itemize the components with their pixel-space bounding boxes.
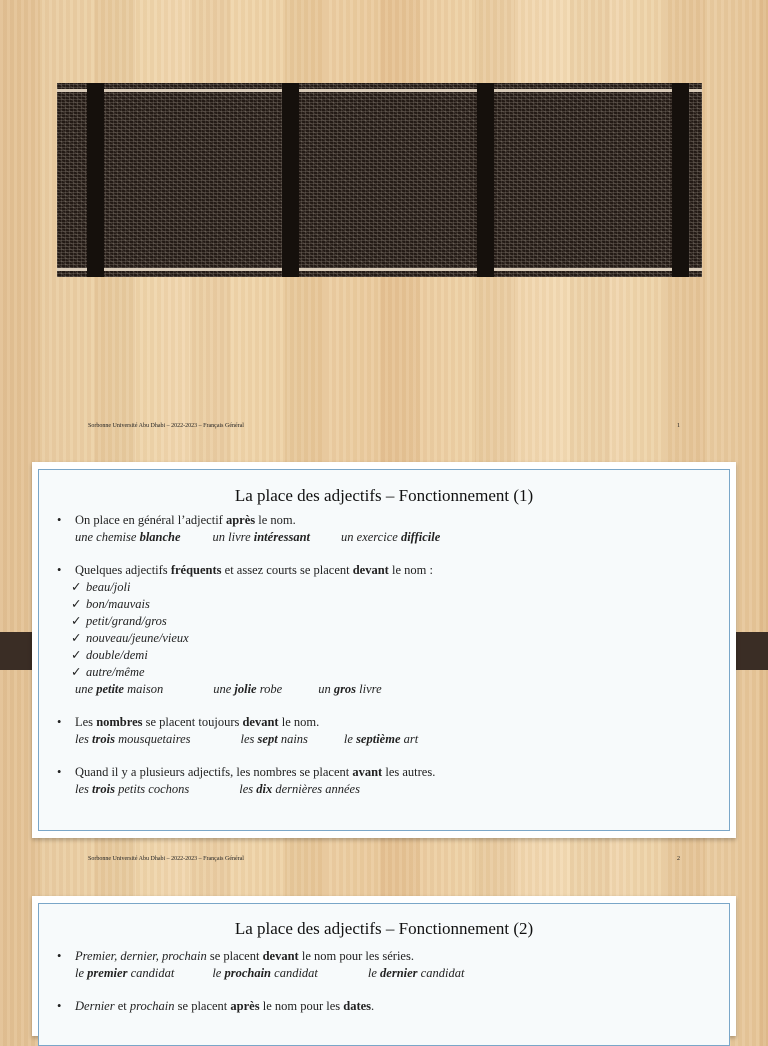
slide-2 [32, 462, 736, 838]
banner-bottom-rule [57, 268, 702, 271]
slide-content [57, 512, 440, 798]
slide-content [57, 948, 464, 1015]
banner-pillar [282, 83, 299, 277]
checkmark-icon: ✓ [71, 648, 82, 662]
bullet-item: • Les nombres se placent toujours devant le nom. [57, 714, 440, 731]
page-number: 2 [677, 856, 680, 862]
check-item: ✓ bon/mauvais [71, 597, 150, 611]
slide-footer [88, 856, 680, 868]
banner-pillar [87, 83, 104, 277]
banner-pillar [672, 83, 689, 277]
slide-3 [32, 896, 736, 1036]
slide-title: La place des adjectifs – Fonctionnement (2) [234, 919, 534, 938]
check-item: ✓ autre/même [71, 665, 145, 679]
example-line: les trois mousquetaires les sept nains le septième art [75, 732, 419, 746]
banner-top-rule [57, 89, 702, 92]
bullet-item: • Quand il y a plusieurs adjectifs, les nombres se placent avant les autres. [57, 764, 440, 781]
example-line: une chemise blanche un livre intéressant un exercice difficile [75, 530, 441, 544]
slide-footer [88, 423, 680, 435]
example-line: le premier candidat le prochain candidat le dernier candidat [75, 966, 465, 980]
slide-title: La place des adjectifs – Fonctionnement (1) [234, 486, 534, 505]
footer-text: Sorbonne Université Abu Dhabi – 2022-2023 – Français Général [88, 856, 244, 862]
bullet-item: • Quelques adjectifs fréquents et assez courts se placent devant le nom : [57, 562, 440, 579]
footer-text: Sorbonne Université Abu Dhabi – 2022-2023 – Français Général [88, 423, 244, 429]
bullet-item: • On place en général l’adjectif après le nom. [57, 512, 440, 529]
slide-frame [38, 469, 730, 831]
example-line: les trois petits cochons les dix dernières années [75, 782, 360, 796]
check-item: ✓ petit/grand/gros [71, 614, 167, 628]
slide-frame [38, 903, 730, 1046]
check-item: ✓ double/demi [71, 648, 148, 662]
page-number: 1 [677, 423, 680, 429]
bullet-item: • Premier, dernier, prochain se placent devant le nom pour les séries. [57, 948, 464, 965]
check-item: ✓ nouveau/jeune/vieux [71, 631, 189, 645]
title-banner [57, 83, 702, 277]
check-item: ✓ beau/joli [71, 580, 131, 594]
banner-pillar [477, 83, 494, 277]
checkmark-icon: ✓ [71, 631, 82, 645]
banner-texture [57, 83, 702, 277]
checkmark-icon: ✓ [71, 597, 82, 611]
checkmark-icon: ✓ [71, 580, 82, 594]
example-line: une petite maison une jolie robe un gros livre [75, 682, 382, 696]
checkmark-icon: ✓ [71, 665, 82, 679]
checkmark-icon: ✓ [71, 614, 82, 628]
bullet-item: • Dernier et prochain se placent après le nom pour les dates. [57, 998, 464, 1015]
